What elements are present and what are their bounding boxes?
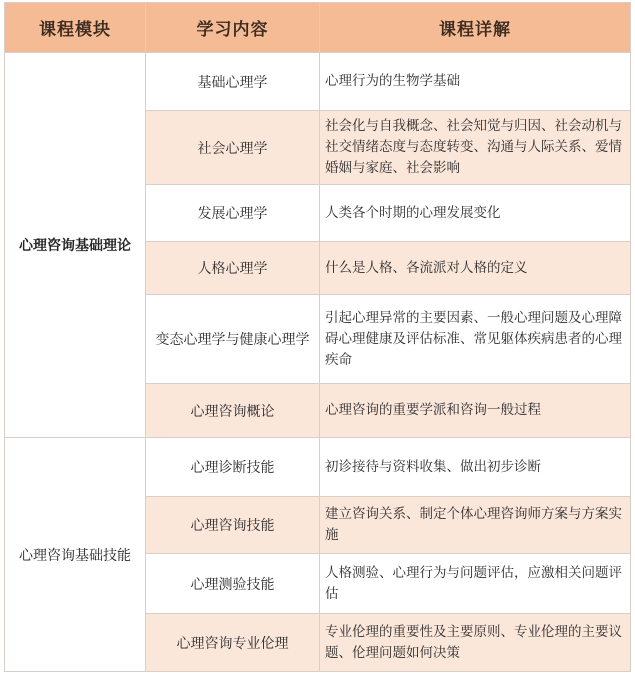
table-row [5,53,631,111]
content-cell: 人格心理学 [146,242,320,295]
detail-cell: 专业伦理的重要性及主要原则、专业伦理的主要议题、伦理问题如何决策 [320,614,631,672]
content-cell: 心理测验技能 [146,554,320,614]
header-module: 课程模块 [5,3,146,53]
module-cell: 心理咨询基础技能 [5,438,146,672]
detail-cell: 建立咨询关系、制定个体心理咨询师方案与方案实施 [320,497,631,554]
header-content: 学习内容 [146,3,320,53]
detail-cell: 心理行为的生物学基础 [320,53,631,111]
content-cell: 心理诊断技能 [146,438,320,497]
module-cell: 心理咨询基础理论 [5,53,146,438]
table-row [5,438,631,497]
content-cell: 基础心理学 [146,53,320,111]
content-cell: 发展心理学 [146,185,320,242]
detail-cell: 什么是人格、各流派对人格的定义 [320,242,631,295]
content-cell: 心理咨询技能 [146,497,320,554]
content-cell: 变态心理学与健康心理学 [146,295,320,384]
detail-cell: 人格测验、心理行为与问题评估，应激相关问题评估 [320,554,631,614]
detail-cell: 引起心理异常的主要因素、一般心理问题及心理障碍心理健康及评估标准、常见躯体疾病患者的心理疾命 [320,295,631,384]
content-cell: 心理咨询概论 [146,384,320,438]
content-cell: 心理咨询专业伦理 [146,614,320,672]
detail-cell: 心理咨询的重要学派和咨询一般过程 [320,384,631,438]
detail-cell: 社会化与自我概念、社会知觉与归因、社会动机与社交情绪态度与态度转变、沟通与人际关系、爱情婚姻与家庭、社会影响 [320,111,631,185]
detail-cell: 初诊接待与资料收集、做出初步诊断 [320,438,631,497]
detail-cell: 人类各个时期的心理发展变化 [320,185,631,242]
content-cell: 社会心理学 [146,111,320,185]
table-header-row [5,3,631,53]
header-detail: 课程详解 [320,3,631,53]
course-table [4,2,631,672]
